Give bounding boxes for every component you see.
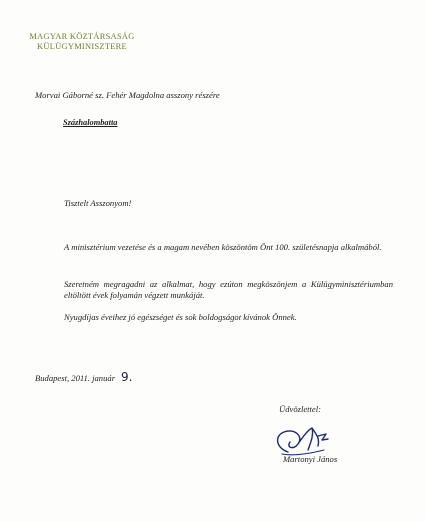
recipient-line: Morvai Gáborné sz. Fehér Magdolna asszony részére [35,90,220,100]
letterhead-line-2: KÜLÜGYMINISZTERE [37,42,127,51]
body-paragraph-2: Szeretném megragadni az alkalmat, hogy ezúton megköszönjem a Külügyminisztériumban eltöltött évek folyamán végzett munkáját. [64,279,393,300]
date-text: Budapest, 2011. január [35,373,116,383]
closing-greeting: Üdvözlettel: [279,404,321,414]
date-line [35,372,133,384]
recipient-city: Százhalombatta [63,118,118,127]
letterhead [0,32,164,52]
date-day-handwritten: 9. [121,370,133,384]
body-paragraph-1: A minisztérium vezetése és a magam nevében köszöntöm Önt 100. születésnapja alkalmából. [64,242,382,252]
salutation: Tisztelt Asszonyom! [64,198,132,208]
letterhead-line-1: MAGYAR KÖZTÁRSASÁG [29,32,135,41]
signer-name: Martonyi János [283,454,338,464]
body-paragraph-3: Nyugdíjas éveihez jó egészséget és sok boldogságot kívánok Önnek. [64,312,297,322]
